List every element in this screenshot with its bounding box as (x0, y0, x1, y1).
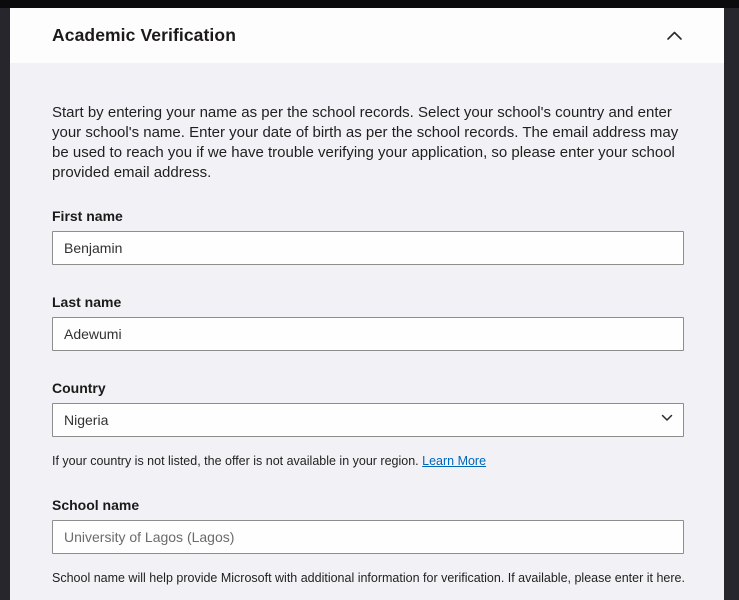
collapse-button[interactable] (662, 24, 686, 48)
country-helper-message: If your country is not listed, the offer is not available in your region. (52, 454, 419, 468)
school-name-input[interactable] (52, 520, 684, 554)
school-name-field-group (52, 498, 684, 554)
academic-verification-panel (10, 8, 724, 600)
last-name-field-group (52, 295, 684, 351)
country-select-wrap (52, 403, 684, 437)
panel-body (10, 63, 724, 600)
country-label: Country (52, 380, 106, 396)
chevron-up-icon (666, 30, 683, 41)
page-title: Academic Verification (52, 25, 236, 45)
country-select[interactable] (52, 403, 684, 437)
last-name-label: Last name (52, 294, 122, 310)
school-name-label: School name (52, 497, 140, 513)
country-helper-text (52, 453, 688, 469)
intro-text: Start by entering your name as per the school records. Select your school's country and enter your school's name. Enter your date of birth as per the school records. The email address may be used to reach you if we have trouble verifying your application, so please enter your school provided email address. (52, 104, 679, 181)
window-top-bar (0, 0, 739, 8)
panel-header (10, 8, 724, 63)
last-name-input[interactable] (52, 317, 684, 351)
first-name-input[interactable] (52, 231, 684, 265)
country-field-group (52, 381, 684, 437)
school-name-helper-text: School name will help provide Microsoft with additional information for verification. If available, please enter it here. (52, 571, 685, 585)
first-name-label: First name (52, 208, 123, 224)
learn-more-link[interactable]: Learn More (422, 454, 487, 468)
first-name-field-group (52, 209, 684, 265)
